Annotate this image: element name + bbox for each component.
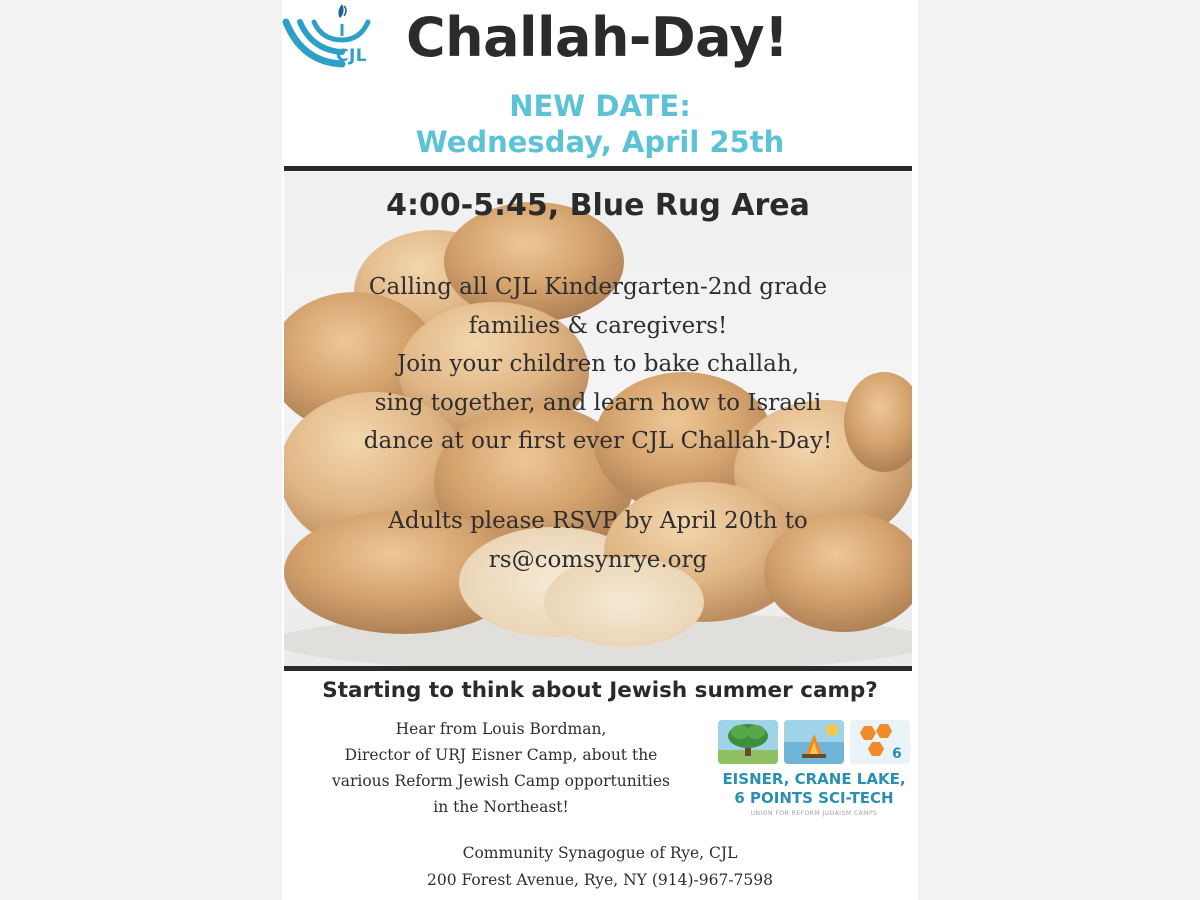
- logo-text: CJL: [336, 46, 368, 66]
- camp-description: [296, 716, 706, 820]
- new-date: [282, 88, 918, 160]
- new-date-value: Wednesday, April 25th: [415, 125, 785, 159]
- camp-names-line: 6 POINTS SCI-TECH: [734, 789, 894, 807]
- description-line: families & caregivers!: [468, 312, 728, 339]
- challah-photo: [284, 172, 912, 666]
- footer-contact: 200 Forest Avenue, Rye, NY (914)-967-7598: [426, 871, 774, 889]
- flyer: [282, 0, 918, 900]
- science-hexagon-icon: [850, 720, 910, 764]
- description-line: Calling all CJL Kindergarten-2nd grade: [368, 274, 828, 300]
- camp-line: various Reform Jewish Camp opportunities: [331, 772, 670, 790]
- description-line: dance at our first ever CJL Challah-Day!: [363, 428, 833, 454]
- rsvp-email[interactable]: rs@comsynrye.org: [488, 546, 708, 573]
- campfire-icon: [784, 720, 844, 764]
- time-location: 4:00-5:45, Blue Rug Area: [386, 188, 810, 223]
- camp-names: [718, 770, 910, 808]
- camp-heading: Starting to think about Jewish summer camp?: [322, 678, 878, 703]
- camp-line: Director of URJ Eisner Camp, about the: [344, 746, 658, 764]
- tree-icon: [718, 720, 778, 764]
- event-description: [294, 268, 902, 461]
- divider-bottom: [284, 666, 912, 671]
- camp-tagline: UNION FOR REFORM JUDAISM CAMPS: [750, 810, 878, 817]
- camp-logo: [718, 720, 910, 820]
- description-line: sing together, and learn how to Israeli: [374, 389, 822, 416]
- camp-line: Hear from Louis Bordman,: [395, 720, 607, 738]
- description-line: Join your children to bake challah,: [396, 351, 800, 377]
- new-date-label: NEW DATE:: [509, 89, 691, 123]
- rsvp-line: Adults please RSVP by April 20th to: [388, 508, 808, 534]
- rsvp-notice: [294, 502, 902, 579]
- camp-line: in the Northeast!: [433, 798, 569, 816]
- camp-names-line: EISNER, CRANE LAKE,: [722, 770, 906, 788]
- cjl-logo: [282, 0, 382, 72]
- footer-org: Community Synagogue of Rye, CJL: [462, 844, 738, 862]
- divider-top: [284, 166, 912, 171]
- page-title: Challah-Day!: [406, 6, 789, 69]
- svg-text:6: 6: [892, 746, 902, 762]
- footer-address: [282, 840, 918, 894]
